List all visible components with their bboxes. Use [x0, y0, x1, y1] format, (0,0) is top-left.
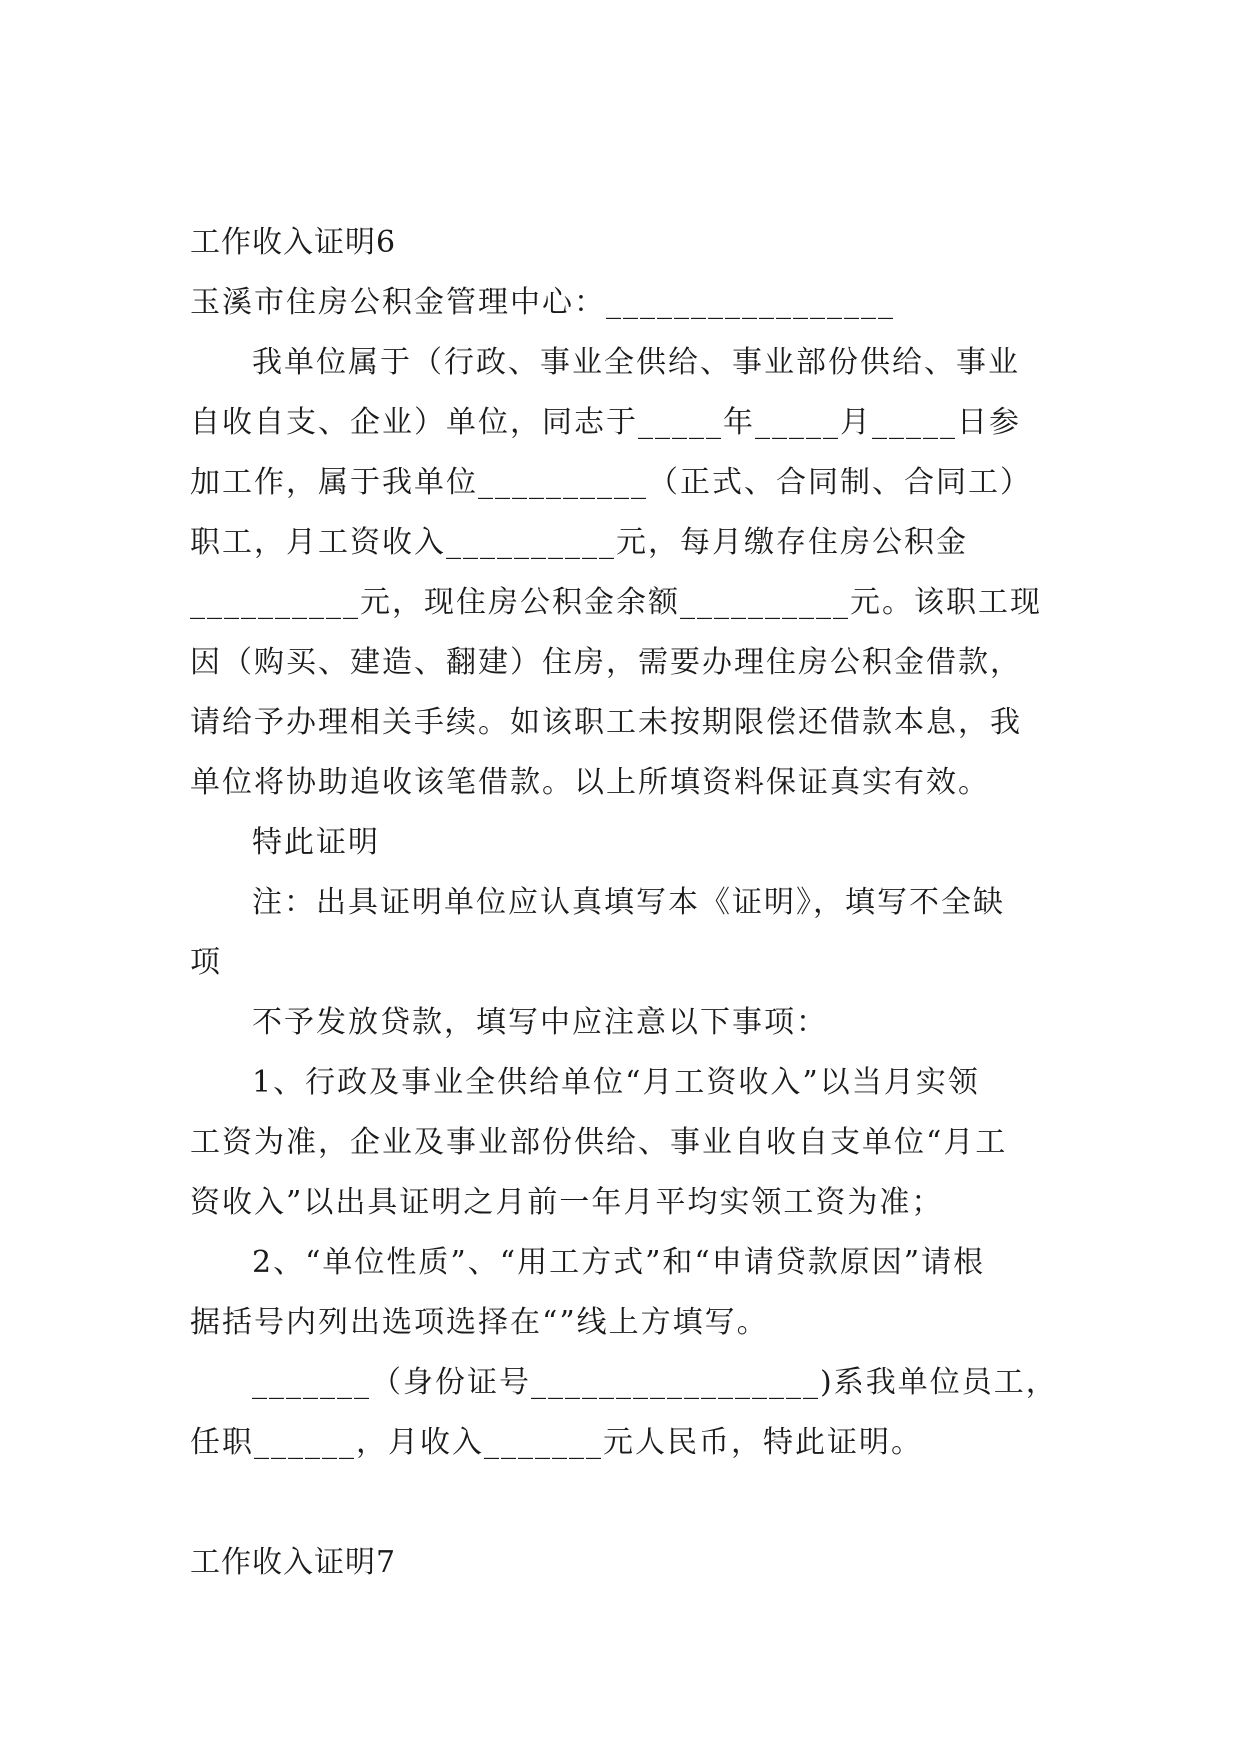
body-line: 我单位属于（行政、事业全供给、事业部份供给、事业 — [252, 345, 1020, 380]
body-line: 请给予办理相关手续。如该职工未按期限偿还借款本息，我 — [190, 705, 1022, 740]
body-line: 单位将协助追收该笔借款。以上所填资料保证真实有效。 — [190, 765, 990, 800]
section-7-title: 工作收入证明7 — [190, 1545, 397, 1580]
body-line: 职工，月工资收入__________元，每月缴存住房公积金 — [190, 525, 968, 560]
item-1-line: 工资为准，企业及事业部份供给、事业自收自支单位“月工 — [190, 1125, 1008, 1160]
item-2-line: 据括号内列出选项选择在“”线上方填写。 — [190, 1305, 769, 1340]
section-6-title: 工作收入证明6 — [190, 225, 397, 260]
body-line: 因（购买、建造、翻建）住房，需要办理住房公积金借款， — [190, 645, 1022, 680]
certify-line: 特此证明 — [252, 825, 380, 860]
body-line: __________元，现住房公积金余额__________元。该职工现 — [190, 585, 1042, 620]
body-line: 加工作，属于我单位__________（正式、合同制、合同工） — [190, 465, 1032, 500]
body-line: 自收自支、企业）单位，同志于_____年_____月_____日参 — [190, 405, 1021, 440]
item-2-line: 2、“单位性质”、“用工方式”和“申请贷款原因”请根 — [252, 1245, 986, 1280]
item-1-line: 资收入”以出具证明之月前一年月平均实领工资为准； — [190, 1185, 944, 1220]
addressee-line: 玉溪市住房公积金管理中心：_________________ — [190, 285, 895, 320]
note-line: 注：出具证明单位应认真填写本《证明》，填写不全缺 — [252, 885, 1005, 920]
employee-line: 任职______，月收入_______元人民币，特此证明。 — [190, 1425, 923, 1460]
item-1-line: 1、行政及事业全供给单位“月工资收入”以当月实领 — [252, 1065, 980, 1100]
note-line: 项 — [190, 945, 222, 980]
note-continuation: 不予发放贷款，填写中应注意以下事项： — [252, 1005, 828, 1040]
employee-line: _______（身份证号_________________)系我单位员工， — [252, 1365, 1058, 1400]
